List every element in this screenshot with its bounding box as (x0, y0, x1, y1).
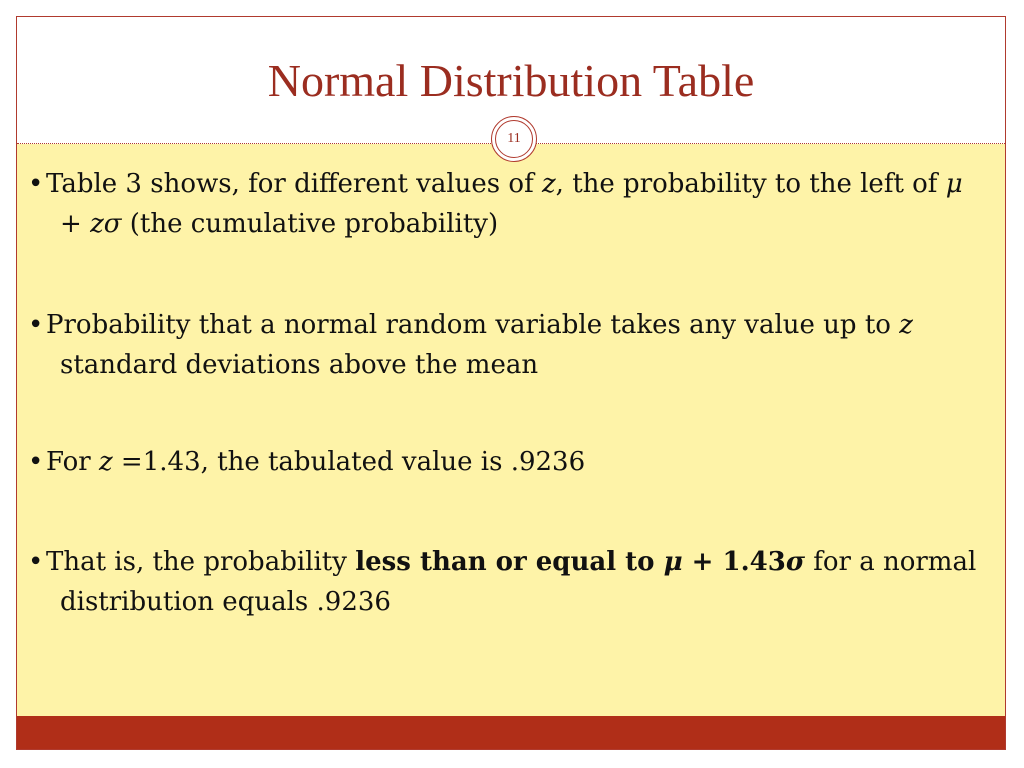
bullet-text: z (98, 447, 113, 477)
bullet-text: z (541, 169, 556, 199)
bullet-item (28, 305, 980, 385)
bullet-text: That is, the probability (46, 547, 356, 577)
bullet-item (28, 442, 980, 482)
bullet-text: less than or equal to (355, 547, 664, 577)
bullet-text: μ (663, 547, 683, 577)
page-number-badge (491, 116, 537, 162)
bullet-symbol: • (28, 169, 44, 199)
footer-bar (17, 716, 1005, 749)
bullet-text: μ (945, 169, 963, 199)
bullet-text: Probability that a normal random variable takes any value up to (46, 310, 900, 340)
bullet-symbol: • (28, 447, 44, 477)
bullet-text: standard deviations above the mean (60, 350, 539, 380)
bullet-text: For (46, 447, 99, 477)
bullet-text: + 1.43 (682, 547, 786, 577)
slide-title: Normal Distribution Table (267, 55, 755, 106)
bullet-text: , the probability to the left of (555, 169, 946, 199)
bullet-symbol: • (28, 547, 44, 577)
page-number: 11 (495, 120, 533, 158)
bullet-symbol: • (28, 310, 44, 340)
bullet-text: =1.43, the tabulated value is .9236 (112, 447, 586, 477)
bullet-text: σ (785, 547, 805, 577)
bullet-text: for a normal distribution equals .9236 (60, 547, 977, 617)
bullet-item (28, 164, 980, 244)
bullet-text: zσ (90, 209, 122, 239)
bullet-text: + (60, 209, 91, 239)
bullet-text: (the cumulative probability) (121, 209, 499, 239)
bullet-text: Table 3 shows, for different values of (46, 169, 542, 199)
bullet-text: z (899, 310, 913, 340)
bullet-item (28, 542, 980, 622)
